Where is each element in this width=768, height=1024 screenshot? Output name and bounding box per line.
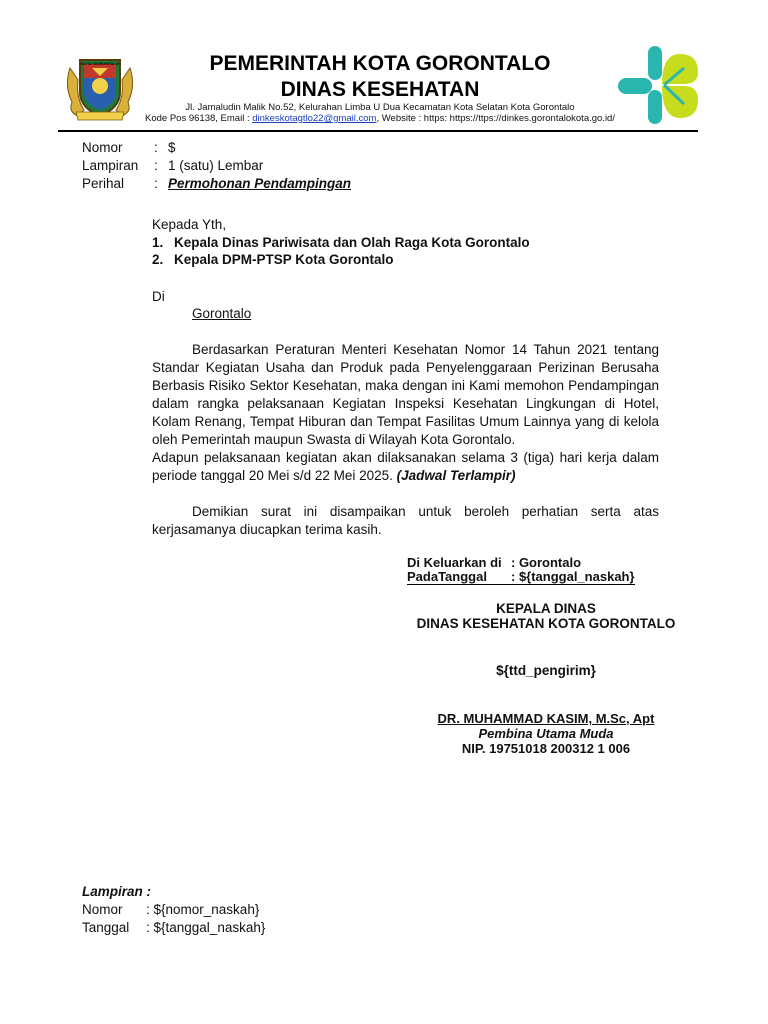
- recipient-city: Gorontalo: [192, 306, 252, 321]
- meta-sep: :: [154, 176, 158, 191]
- meta-perihal: [82, 175, 351, 193]
- body-paragraph-3: Demikian surat ini disampaikan untuk beroleh perhatian serta atas kerjasamanya diucapkan terima kasih.: [152, 504, 659, 537]
- recipient-item-2: [152, 251, 394, 269]
- signature-title2: DINAS KESEHATAN KOTA GORONTALO: [416, 616, 676, 631]
- recipient-num: 1.: [152, 235, 164, 250]
- issued-place: [407, 556, 581, 570]
- meta-label: Perihal: [82, 176, 125, 191]
- body-paragraph-2-emph: (Jadwal Terlampir): [396, 468, 516, 483]
- signature-name: DR. MUHAMMAD KASIM, M.Sc, Apt: [437, 711, 655, 726]
- header-title-line1: PEMERINTAH KOTA GORONTALO: [209, 52, 551, 75]
- attachment-tanggal-label: Tanggal: [82, 920, 130, 935]
- signature-title1: KEPALA DINAS: [496, 601, 596, 616]
- meta-label: Nomor: [82, 140, 123, 155]
- attachment-nomor-value: : ${nomor_naskah}: [146, 902, 260, 917]
- signature-placeholder: ${ttd_pengirim}: [496, 663, 596, 678]
- recipient-num: 2.: [152, 252, 164, 267]
- address-line2-prefix: Kode Pos 96138, Email :: [145, 113, 253, 124]
- signature-rank: Pembina Utama Muda: [478, 726, 614, 741]
- signature-nip: NIP. 19751018 200312 1 006: [461, 741, 631, 756]
- address-line2-suffix: , Website : https: https://ttps://dinkes.gorontalokota.go.id/: [376, 113, 615, 124]
- issued-place-label: Di Keluarkan di: [407, 555, 502, 570]
- attachment-nomor-label: Nomor: [82, 902, 123, 917]
- attachment-tanggal-value: : ${tanggal_naskah}: [146, 920, 266, 935]
- emblem-text: KOTA GORONTALO: [81, 61, 119, 66]
- address-line1: Jl. Jamaludin Malik No.52, Kelurahan Limba U Dua Kecamatan Kota Selatan Kota Gorontalo: [185, 102, 575, 113]
- meta-value: 1 (satu) Lembar: [168, 158, 264, 173]
- header-divider: [58, 130, 698, 132]
- meta-value-subject: Permohonan Pendampingan: [168, 176, 352, 191]
- issued-place-value: : Gorontalo: [511, 555, 582, 570]
- body-paragraph-2: [152, 449, 659, 485]
- attachment-tanggal: [82, 919, 265, 937]
- attachment-nomor: [82, 901, 259, 919]
- letter-body: [152, 341, 659, 539]
- body-paragraph-1: Berdasarkan Peraturan Menteri Kesehatan Nomor 14 Tahun 2021 tentang Standar Kegiatan Usaha dan Produk pada Penyelenggaraan Perizinan Berusaha Berbasis Risiko Sektor Kesehatan, maka dengan ini Kami memohon Pendampingan dalam rangka pelaksanaan Kegiatan Inspeksi Kesehatan Lingkungan di Hotel, Kolam Renang, Tempat Hiburan dan Tempat Fasilitas Umum Lainnya yang di kelola oleh Pemerintah maupun Swasta di Wilayah Kota Gorontalo.: [152, 342, 659, 447]
- address-line2: [120, 113, 640, 124]
- meta-sep: :: [154, 140, 158, 155]
- recipient-item-1: [152, 234, 530, 252]
- recipient-text: Kepala Dinas Pariwisata dan Olah Raga Kota Gorontalo: [174, 235, 530, 250]
- meta-value: $: [168, 140, 176, 155]
- issued-date: [407, 570, 635, 585]
- meta-lampiran: [82, 157, 263, 175]
- body-paragraph-2-text: Adapun pelaksanaan kegiatan akan dilaksanakan selama 3 (tiga) hari kerja dalam periode tanggal 20 Mei s/d 22 Mei 2025.: [152, 450, 659, 483]
- attachment-heading: Lampiran :: [82, 884, 152, 899]
- recipient-di: Di: [152, 289, 165, 304]
- greeting: Kepada Yth,: [152, 217, 227, 232]
- issued-date-value: : ${tanggal_naskah}: [511, 569, 635, 584]
- email-link[interactable]: dinkeskotagtlo22@gmail.com: [252, 113, 377, 124]
- header-title-line2: DINAS KESEHATAN: [280, 78, 480, 101]
- meta-label: Lampiran: [82, 158, 139, 173]
- recipient-text: Kepala DPM-PTSP Kota Gorontalo: [174, 252, 394, 267]
- issued-date-label: PadaTanggal: [407, 569, 487, 584]
- meta-nomor: [82, 139, 176, 157]
- meta-sep: :: [154, 158, 158, 173]
